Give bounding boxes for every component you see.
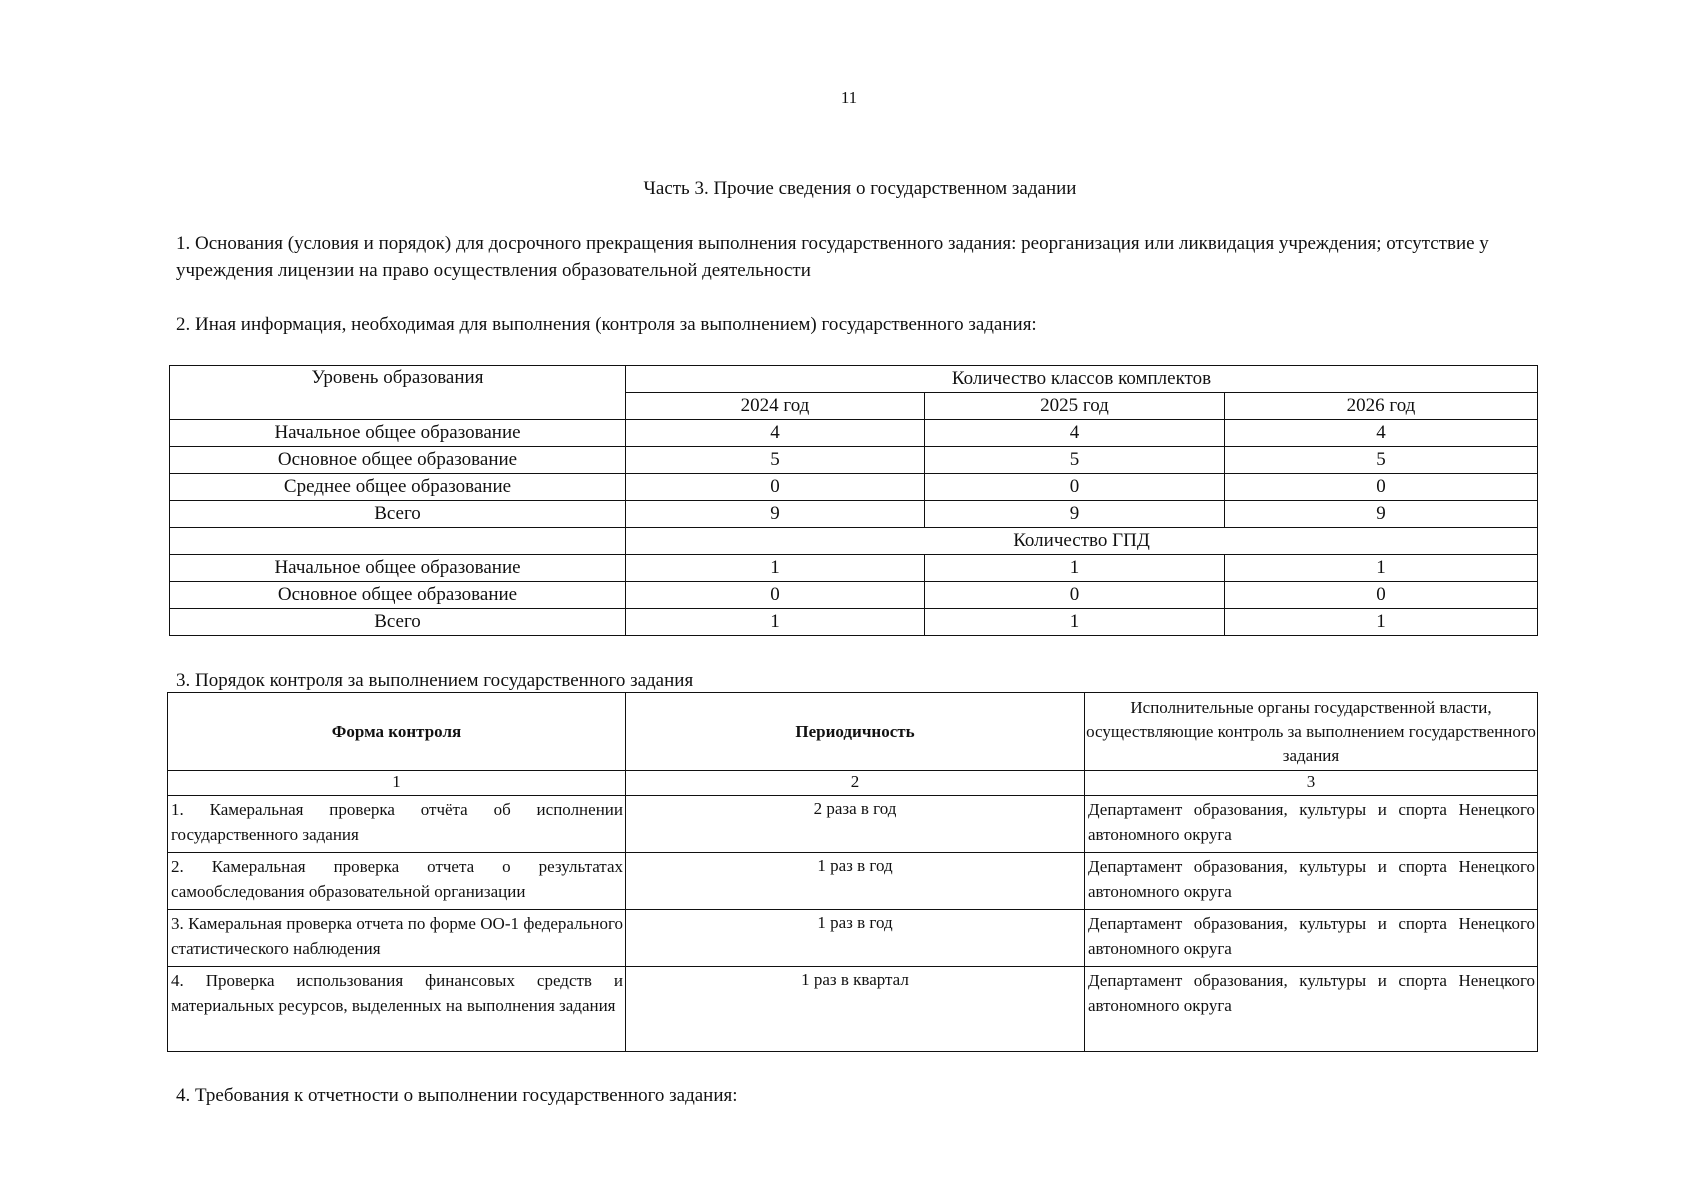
control-form: 1. Камеральная проверка отчёта об исполнении государственного задания <box>168 796 626 853</box>
cell-value: 5 <box>1225 447 1538 474</box>
cell-value: 5 <box>925 447 1225 474</box>
agency: Департамент образования, культуры и спорта Ненецкого автономного округа <box>1085 796 1538 853</box>
cell-value: 1 <box>1225 555 1538 582</box>
row-label: Начальное общее образование <box>170 555 626 582</box>
cell-value: 0 <box>1225 582 1538 609</box>
table-row <box>168 796 1538 853</box>
class-sets-table <box>169 365 1538 636</box>
row-label: Начальное общее образование <box>170 420 626 447</box>
header-control-form: Форма контроля <box>168 693 626 771</box>
row-label: Среднее общее образование <box>170 474 626 501</box>
table-row <box>170 609 1538 636</box>
cell-value: 0 <box>626 582 925 609</box>
row-label: Основное общее образование <box>170 447 626 474</box>
cell-value: 0 <box>626 474 925 501</box>
cell-value: 1 <box>925 555 1225 582</box>
part-title: Часть 3. Прочие сведения о государственном задании <box>643 178 1077 199</box>
header-class-count: Количество классов комплектов <box>626 366 1538 393</box>
table-row <box>170 501 1538 528</box>
row-label: Основное общее образование <box>170 582 626 609</box>
table-row <box>168 967 1538 1052</box>
table-row <box>168 910 1538 967</box>
periodicity: 1 раз в квартал <box>626 967 1085 1052</box>
periodicity: 1 раз в год <box>626 853 1085 910</box>
cell-value: 0 <box>1225 474 1538 501</box>
header-year: 2026 год <box>1225 393 1538 420</box>
cell-value: 4 <box>626 420 925 447</box>
cell-value: 9 <box>925 501 1225 528</box>
agency: Департамент образования, культуры и спорта Ненецкого автономного округа <box>1085 967 1538 1052</box>
header-gpd-count: Количество ГПД <box>626 528 1538 555</box>
table-row <box>170 447 1538 474</box>
header-education-level: Уровень образования <box>170 366 626 420</box>
empty-cell <box>170 528 626 555</box>
cell-value: 1 <box>626 555 925 582</box>
periodicity: 2 раза в год <box>626 796 1085 853</box>
periodicity: 1 раз в год <box>626 910 1085 967</box>
cell-value: 0 <box>925 474 1225 501</box>
table-row <box>170 582 1538 609</box>
cell-value: 4 <box>1225 420 1538 447</box>
cell-value: 0 <box>925 582 1225 609</box>
control-form: 4. Проверка использования финансовых средств и материальных ресурсов, выделенных на выполнения задания <box>168 967 626 1052</box>
agency: Департамент образования, культуры и спорта Ненецкого автономного округа <box>1085 910 1538 967</box>
header-agencies: Исполнительные органы государственной власти, осуществляющие контроль за выполнением государственного задания <box>1085 693 1538 771</box>
table-row <box>168 853 1538 910</box>
row-label: Всего <box>170 609 626 636</box>
row-label: Всего <box>170 501 626 528</box>
section-1-text: 1. Основания (условия и порядок) для досрочного прекращения выполнения государственного задания: реорганизация или ликвидация учреждения; отсутствие у учреждения лицензии на право осуществления образовательной деятельности <box>176 233 1489 281</box>
control-table <box>167 692 1538 1052</box>
column-number: 3 <box>1085 771 1538 796</box>
control-form: 3. Камеральная проверка отчета по форме ОО-1 федерального статистического наблюдения <box>168 910 626 967</box>
cell-value: 5 <box>626 447 925 474</box>
cell-value: 1 <box>626 609 925 636</box>
section-3-title: 3. Порядок контроля за выполнением государственного задания <box>176 670 694 691</box>
header-year: 2025 год <box>925 393 1225 420</box>
cell-value: 9 <box>626 501 925 528</box>
cell-value: 1 <box>925 609 1225 636</box>
cell-value: 4 <box>925 420 1225 447</box>
cell-value: 1 <box>1225 609 1538 636</box>
agency: Департамент образования, культуры и спорта Ненецкого автономного округа <box>1085 853 1538 910</box>
table-row <box>170 420 1538 447</box>
table-row <box>170 474 1538 501</box>
column-number: 2 <box>626 771 1085 796</box>
column-number: 1 <box>168 771 626 796</box>
section-4-title: 4. Требования к отчетности о выполнении государственного задания: <box>176 1085 738 1106</box>
cell-value: 9 <box>1225 501 1538 528</box>
header-periodicity: Периодичность <box>626 693 1085 771</box>
header-year: 2024 год <box>626 393 925 420</box>
control-form: 2. Камеральная проверка отчета о результатах самообследования образовательной организации <box>168 853 626 910</box>
section-2-title: 2. Иная информация, необходимая для выполнения (контроля за выполнением) государственного задания: <box>176 314 1037 335</box>
table-row <box>170 555 1538 582</box>
page-number: 11 <box>840 88 858 107</box>
